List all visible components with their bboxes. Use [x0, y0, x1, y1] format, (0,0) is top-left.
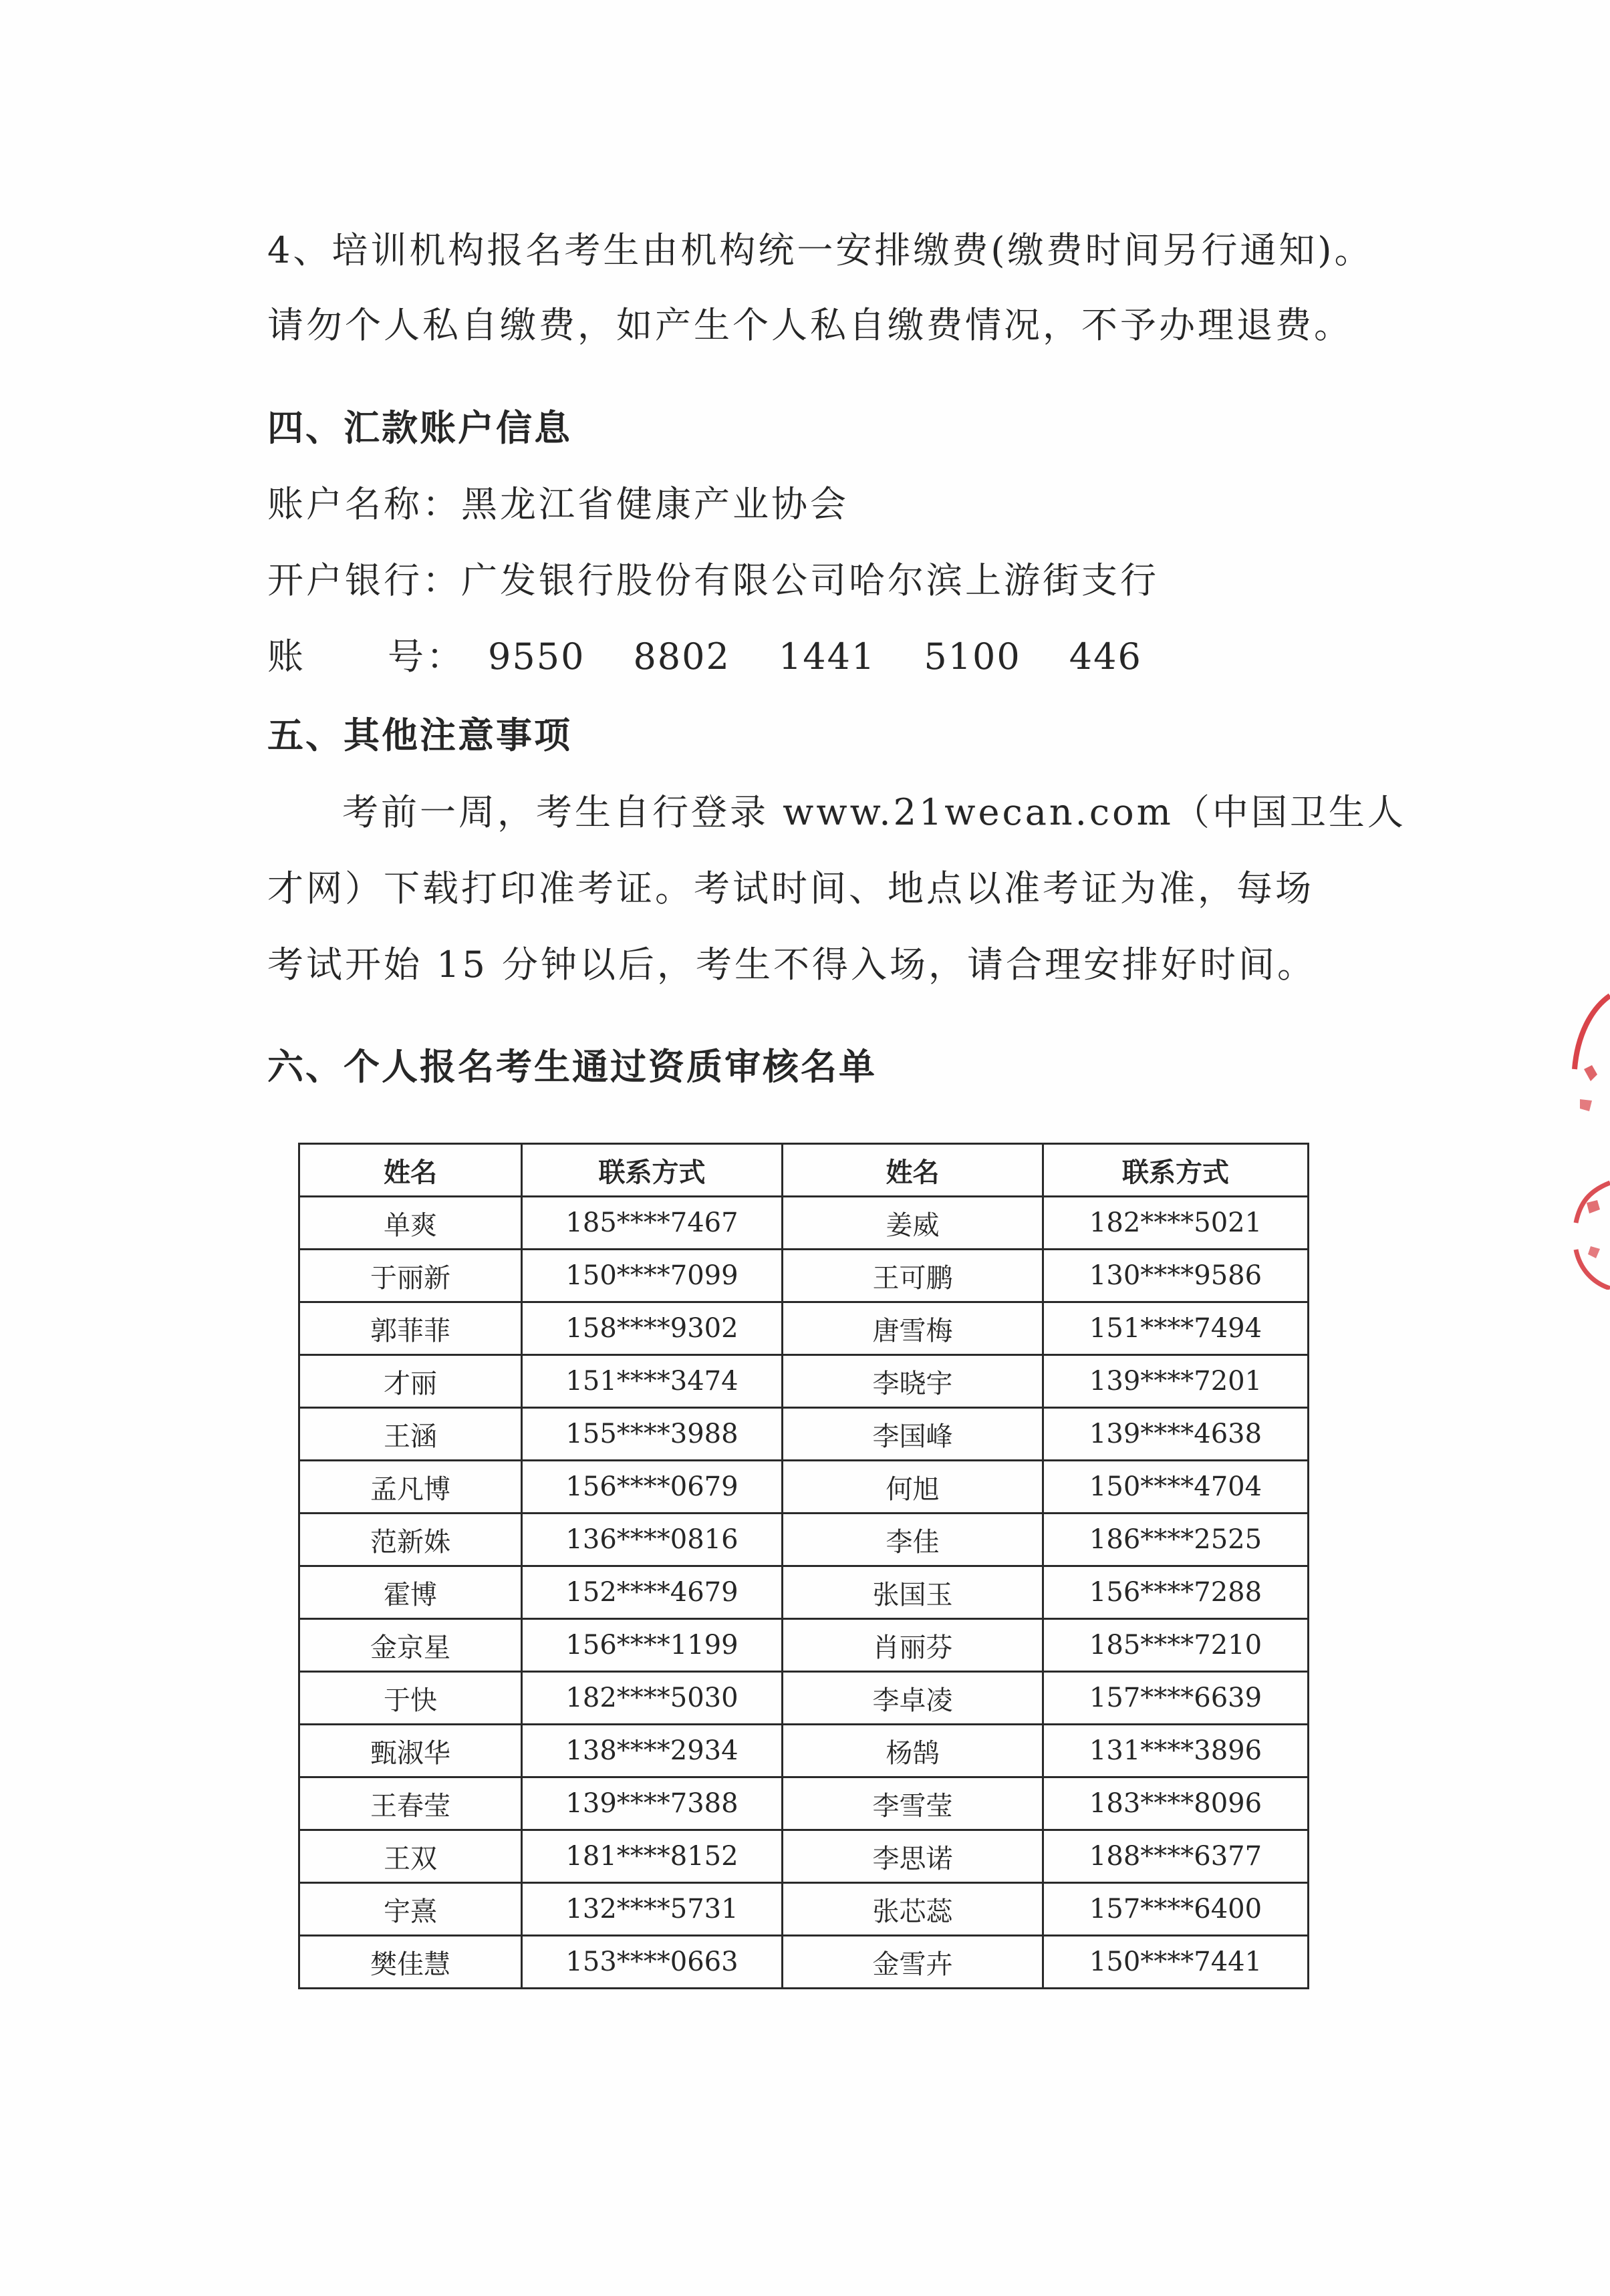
phone-cell: 186****2525	[1043, 1514, 1309, 1566]
name-cell: 才丽	[299, 1355, 522, 1408]
phone-cell: 150****7099	[522, 1250, 783, 1302]
bank-name: 开户银行：广发银行股份有限公司哈尔滨上游街支行	[267, 559, 1159, 601]
name-cell: 王春莹	[299, 1777, 522, 1830]
table-row	[299, 1302, 1309, 1355]
phone-cell: 151****7494	[1043, 1302, 1309, 1355]
account-name: 账户名称：黑龙江省健康产业协会	[267, 483, 849, 525]
name-cell: 李思诺	[783, 1830, 1043, 1883]
phone-cell: 139****7201	[1043, 1355, 1309, 1408]
name-cell: 李国峰	[783, 1408, 1043, 1461]
account-label-char2: 号：	[388, 635, 465, 678]
table-row	[299, 1250, 1309, 1302]
phone-cell: 156****0679	[522, 1461, 783, 1514]
phone-cell: 157****6639	[1043, 1672, 1309, 1725]
table-row	[299, 1883, 1309, 1936]
notice-line3: 考试开始 15 分钟以后，考生不得入场，请合理安排好时间。	[267, 944, 1317, 986]
account-number-line	[267, 635, 1142, 679]
header-contact-2: 联系方式	[1043, 1144, 1309, 1197]
phone-cell: 158****9302	[522, 1302, 783, 1355]
name-cell: 李雪莹	[783, 1777, 1043, 1830]
phone-cell: 150****7441	[1043, 1936, 1309, 1989]
phone-cell: 188****6377	[1043, 1830, 1309, 1883]
name-cell: 孟凡博	[299, 1461, 522, 1514]
name-cell: 范新姝	[299, 1514, 522, 1566]
name-cell: 郭菲菲	[299, 1302, 522, 1355]
header-name-2: 姓名	[783, 1144, 1043, 1197]
phone-cell: 131****3896	[1043, 1725, 1309, 1777]
header-contact-1: 联系方式	[522, 1144, 783, 1197]
name-cell: 李佳	[783, 1514, 1043, 1566]
table-row	[299, 1566, 1309, 1619]
phone-cell: 139****7388	[522, 1777, 783, 1830]
name-cell: 王双	[299, 1830, 522, 1883]
account-group-3: 1441	[778, 635, 876, 678]
phone-cell: 156****7288	[1043, 1566, 1309, 1619]
phone-cell: 185****7210	[1043, 1619, 1309, 1672]
name-cell: 于快	[299, 1672, 522, 1725]
notice-line1: 考前一周，考生自行登录 www.21wecan.com（中国卫生人	[342, 791, 1406, 833]
table-row	[299, 1830, 1309, 1883]
phone-cell: 182****5030	[522, 1672, 783, 1725]
name-cell: 李晓宇	[783, 1355, 1043, 1408]
notice-line2: 才网）下载打印准考证。考试时间、地点以准考证为准，每场	[267, 867, 1314, 909]
table-header-row	[299, 1144, 1309, 1197]
name-cell: 李卓凌	[783, 1672, 1043, 1725]
table-row	[299, 1672, 1309, 1725]
name-cell: 金京星	[299, 1619, 522, 1672]
phone-cell: 181****8152	[522, 1830, 783, 1883]
table-row	[299, 1619, 1309, 1672]
phone-cell: 153****0663	[522, 1936, 783, 1989]
account-number-label	[267, 635, 488, 679]
name-cell: 张国玉	[783, 1566, 1043, 1619]
phone-cell: 138****2934	[522, 1725, 783, 1777]
name-cell: 于丽新	[299, 1250, 522, 1302]
phone-cell: 139****4638	[1043, 1408, 1309, 1461]
account-group-2: 8802	[633, 635, 730, 678]
phone-cell: 136****0816	[522, 1514, 783, 1566]
phone-cell: 157****6400	[1043, 1883, 1309, 1936]
name-cell: 张芯蕊	[783, 1883, 1043, 1936]
phone-cell: 155****3988	[522, 1408, 783, 1461]
table-row	[299, 1777, 1309, 1830]
phone-cell: 132****5731	[522, 1883, 783, 1936]
name-cell: 金雪卉	[783, 1936, 1043, 1989]
seal-icon	[1571, 982, 1610, 1290]
table-row	[299, 1514, 1309, 1566]
name-cell: 姜威	[783, 1197, 1043, 1250]
name-cell: 何旭	[783, 1461, 1043, 1514]
section5-heading: 五、其他注意事项	[267, 714, 572, 756]
name-cell: 霍博	[299, 1566, 522, 1619]
item4-line2: 请勿个人私自缴费，如产生个人私自缴费情况，不予办理退费。	[267, 304, 1353, 346]
account-label-char1: 账	[267, 635, 306, 678]
table-row	[299, 1408, 1309, 1461]
name-cell: 杨鹄	[783, 1725, 1043, 1777]
table-row	[299, 1936, 1309, 1989]
table-row	[299, 1355, 1309, 1408]
table-row	[299, 1197, 1309, 1250]
account-group-1: 9550	[488, 635, 585, 678]
name-cell: 王涵	[299, 1408, 522, 1461]
red-seal-partial	[1571, 982, 1610, 1290]
table-row	[299, 1725, 1309, 1777]
phone-cell: 183****8096	[1043, 1777, 1309, 1830]
section6-heading: 六、个人报名考生通过资质审核名单	[267, 1046, 877, 1088]
phone-cell: 150****4704	[1043, 1461, 1309, 1514]
phone-cell: 182****5021	[1043, 1197, 1309, 1250]
table-row	[299, 1461, 1309, 1514]
header-name-1: 姓名	[299, 1144, 522, 1197]
name-cell: 王可鹏	[783, 1250, 1043, 1302]
name-cell: 甄淑华	[299, 1725, 522, 1777]
roster-table	[298, 1143, 1309, 1989]
phone-cell: 152****4679	[522, 1566, 783, 1619]
section4-heading: 四、汇款账户信息	[267, 407, 572, 449]
name-cell: 樊佳慧	[299, 1936, 522, 1989]
name-cell: 肖丽芬	[783, 1619, 1043, 1672]
account-group-4: 5100	[924, 635, 1021, 678]
phone-cell: 185****7467	[522, 1197, 783, 1250]
name-cell: 宇熹	[299, 1883, 522, 1936]
account-group-5: 446	[1069, 635, 1142, 678]
name-cell: 单爽	[299, 1197, 522, 1250]
phone-cell: 151****3474	[522, 1355, 783, 1408]
item4-line1: 4、培训机构报名考生由机构统一安排缴费(缴费时间另行通知)。	[267, 229, 1373, 271]
phone-cell: 130****9586	[1043, 1250, 1309, 1302]
phone-cell: 156****1199	[522, 1619, 783, 1672]
name-cell: 唐雪梅	[783, 1302, 1043, 1355]
